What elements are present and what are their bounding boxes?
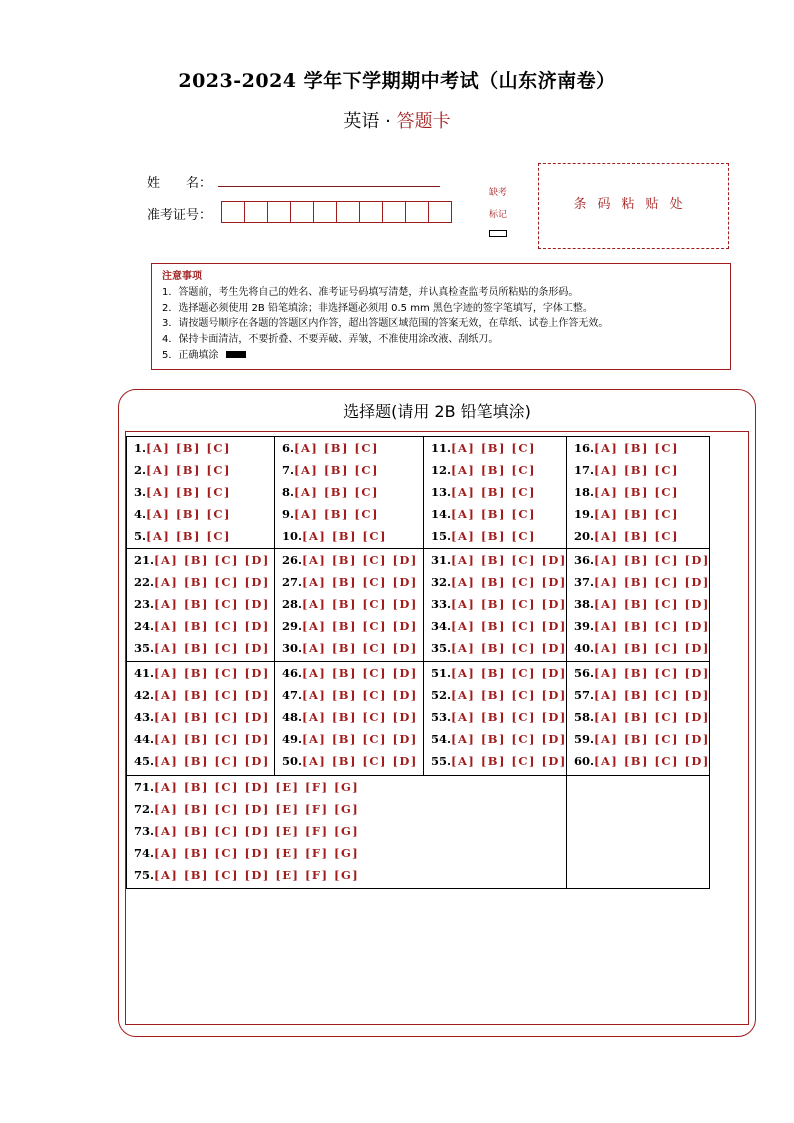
question-number: 37. xyxy=(574,575,595,589)
exam-title: 2023-2024 学年下学期期中考试（山东济南卷） xyxy=(178,70,616,92)
answer-options[interactable]: [A] [B] [C] [D] xyxy=(451,641,567,655)
card-subtitle xyxy=(0,107,794,133)
question-number: 35. xyxy=(134,641,155,655)
absent-mark-label-line2: 标记 xyxy=(488,210,507,220)
question-row[interactable] xyxy=(282,687,423,709)
answer-options[interactable]: [A] [B] [C] xyxy=(451,463,536,477)
question-row[interactable] xyxy=(431,506,566,528)
name-field[interactable] xyxy=(218,186,440,187)
answer-options[interactable]: [A] [B] [C] [D] xyxy=(594,619,710,633)
question-number: 3. xyxy=(134,485,147,499)
answer-options[interactable]: [A] [B] [C] [D] xyxy=(302,710,418,724)
answer-options[interactable]: [A] [B] [C] [D] xyxy=(302,575,418,589)
question-number: 9. xyxy=(282,507,295,521)
question-row[interactable] xyxy=(574,618,709,640)
question-row[interactable] xyxy=(574,552,709,574)
subject-label: 英语 xyxy=(343,111,380,132)
question-number: 31. xyxy=(431,553,452,567)
question-row[interactable] xyxy=(134,596,274,618)
exam-id-label: 准考证号： xyxy=(147,208,213,223)
question-row[interactable] xyxy=(431,462,566,484)
answer-options[interactable]: [A] [B] [C] [D] xyxy=(594,732,710,746)
question-row[interactable] xyxy=(431,618,566,640)
question-number: 21. xyxy=(134,553,155,567)
answer-options[interactable]: [A] [B] [C] xyxy=(451,485,536,499)
question-number: 36. xyxy=(574,553,595,567)
question-row[interactable] xyxy=(134,753,274,775)
question-number: 59. xyxy=(574,732,595,746)
section-title: 选择题(请用 2B 铅笔填涂) xyxy=(343,402,531,421)
answer-options[interactable]: [A] [B] [C] xyxy=(146,441,231,455)
question-number: 33. xyxy=(431,597,452,611)
answer-options[interactable]: [A] [B] [C] [D] xyxy=(154,597,270,611)
question-row[interactable] xyxy=(282,596,423,618)
notes-item: 2．选择题必须使用 2B 铅笔填涂；非选择题必须用 0.5 mm 黑色字迹的签字笔填写，字体工整。 xyxy=(162,302,593,314)
question-column xyxy=(424,437,567,548)
question-number: 50. xyxy=(282,754,303,768)
exam-id-digit-box[interactable] xyxy=(244,201,268,223)
question-number: 56. xyxy=(574,666,595,680)
exam-id-digit-box[interactable] xyxy=(336,201,360,223)
answer-grid xyxy=(126,436,710,889)
absent-mark-label xyxy=(484,182,512,226)
answer-options[interactable]: [A] [B] [C] [D] xyxy=(451,688,567,702)
question-row[interactable] xyxy=(134,801,566,823)
question-number: 71. xyxy=(134,780,155,794)
answer-options[interactable]: [A] [B] [C] xyxy=(146,529,231,543)
question-number: 10. xyxy=(282,529,303,543)
question-row[interactable] xyxy=(574,440,709,462)
question-number: 12. xyxy=(431,463,452,477)
question-row[interactable] xyxy=(134,687,274,709)
question-number: 18. xyxy=(574,485,595,499)
card-name-label: 答题卡 xyxy=(396,111,451,132)
question-row[interactable] xyxy=(282,528,423,550)
question-row[interactable] xyxy=(134,823,566,845)
answer-options[interactable]: [A] [B] [C] xyxy=(146,485,231,499)
question-number: 60. xyxy=(574,754,595,768)
question-number: 53. xyxy=(431,710,452,724)
question-number: 11. xyxy=(431,441,452,455)
answer-options[interactable]: [A] [B] [C] [D] xyxy=(594,553,710,567)
question-number: 38. xyxy=(574,597,595,611)
answer-options[interactable]: [A] [B] [C] [D] xyxy=(451,575,567,589)
answer-options[interactable]: [A] [B] [C] [D] xyxy=(451,732,567,746)
question-row[interactable] xyxy=(134,618,274,640)
answer-options[interactable]: [A] [B] [C] [D] xyxy=(302,688,418,702)
question-row[interactable] xyxy=(282,574,423,596)
question-row[interactable] xyxy=(574,709,709,731)
question-row[interactable] xyxy=(282,506,423,528)
question-number: 17. xyxy=(574,463,595,477)
question-block xyxy=(127,662,709,776)
question-row[interactable] xyxy=(134,709,274,731)
question-number: 39. xyxy=(574,619,595,633)
question-row[interactable] xyxy=(431,552,566,574)
question-number: 26. xyxy=(282,553,303,567)
question-row[interactable] xyxy=(574,665,709,687)
question-number: 74. xyxy=(134,846,155,860)
question-number: 35. xyxy=(431,641,452,655)
answer-options[interactable]: [A] [B] [C] [D] xyxy=(302,553,418,567)
question-column xyxy=(127,776,567,888)
question-number: 4. xyxy=(134,507,147,521)
answer-options[interactable]: [A] [B] [C] [D] xyxy=(154,710,270,724)
question-column xyxy=(127,437,275,548)
answer-options[interactable]: [A] [B] [C] [D] xyxy=(594,666,710,680)
answer-options[interactable]: [A] [B] [C] [D] xyxy=(451,710,567,724)
answer-options[interactable]: [A] [B] [C] xyxy=(294,463,379,477)
answer-options[interactable]: [A] [B] [C] [D] xyxy=(302,641,418,655)
answer-options[interactable]: [A] [B] [C] [D] xyxy=(302,754,418,768)
notes-item: 1．答题前，考生先将自己的姓名、准考证号码填写清楚，并认真检查监考员所粘贴的条形码。 xyxy=(162,286,579,298)
answer-options[interactable]: [A] [B] [C] [D] xyxy=(154,641,270,655)
answer-options[interactable]: [A] [B] [C] [D] xyxy=(594,597,710,611)
answer-options[interactable]: [A] [B] [C] [D] [E] [F] [G] xyxy=(154,868,360,882)
question-row[interactable] xyxy=(134,665,274,687)
question-row[interactable] xyxy=(282,552,423,574)
question-number: 42. xyxy=(134,688,155,702)
question-number: 34. xyxy=(431,619,452,633)
answer-options[interactable]: [A] [B] [C] [D] xyxy=(154,754,270,768)
answer-options[interactable]: [A] [B] [C] [D] xyxy=(451,754,567,768)
question-row[interactable] xyxy=(431,687,566,709)
answer-options[interactable]: [A] [B] [C] xyxy=(451,441,536,455)
question-number: 75. xyxy=(134,868,155,882)
question-row[interactable] xyxy=(574,506,709,528)
question-number: 72. xyxy=(134,802,155,816)
question-row[interactable] xyxy=(134,574,274,596)
question-number: 20. xyxy=(574,529,595,543)
question-column xyxy=(567,549,709,661)
question-number: 49. xyxy=(282,732,303,746)
answer-options[interactable]: [A] [B] [C] [D] xyxy=(154,666,270,680)
exam-id-digit-box[interactable] xyxy=(359,201,383,223)
question-number: 43. xyxy=(134,710,155,724)
notes-item: 3．请按题号顺序在各题的答题区内作答，超出答题区域范围的答案无效，在草纸、试卷上作答无效。 xyxy=(162,318,609,330)
question-row[interactable] xyxy=(282,665,423,687)
question-row[interactable] xyxy=(431,574,566,596)
question-number: 7. xyxy=(282,463,295,477)
question-row[interactable] xyxy=(574,574,709,596)
question-row[interactable] xyxy=(574,731,709,753)
question-column xyxy=(567,662,709,775)
exam-id-digit-box[interactable] xyxy=(290,201,314,223)
answer-options[interactable]: [A] [B] [C] [D] xyxy=(154,553,270,567)
question-column xyxy=(127,662,275,775)
question-number: 28. xyxy=(282,597,303,611)
question-row[interactable] xyxy=(574,528,709,550)
question-row[interactable] xyxy=(574,462,709,484)
subtitle-separator: · xyxy=(385,111,391,132)
question-number: 46. xyxy=(282,666,303,680)
question-number: 13. xyxy=(431,485,452,499)
question-row[interactable] xyxy=(134,867,566,889)
answer-options[interactable]: [A] [B] [C] [D] xyxy=(302,597,418,611)
question-number: 2. xyxy=(134,463,147,477)
notes-item-correct-fill xyxy=(162,348,720,364)
question-row[interactable] xyxy=(134,779,566,801)
question-number: 45. xyxy=(134,754,155,768)
answer-options[interactable]: [A] [B] [C] xyxy=(451,529,536,543)
answer-options[interactable]: [A] [B] [C] [D] [E] [F] [G] xyxy=(154,780,360,794)
question-number: 48. xyxy=(282,710,303,724)
exam-id-digit-box[interactable] xyxy=(382,201,406,223)
absent-mark-box[interactable] xyxy=(489,230,507,237)
question-row[interactable] xyxy=(282,618,423,640)
answer-options[interactable]: [A] [B] [C] xyxy=(594,529,679,543)
question-row[interactable] xyxy=(431,440,566,462)
question-number: 30. xyxy=(282,641,303,655)
answer-options[interactable]: [A] [B] [C] [D] xyxy=(594,641,710,655)
question-number: 5. xyxy=(134,529,147,543)
answer-options[interactable]: [A] [B] [C] [D] xyxy=(302,619,418,633)
absent-mark-label-line1: 缺考 xyxy=(488,188,507,198)
question-number: 44. xyxy=(134,732,155,746)
exam-id-digit-box[interactable] xyxy=(405,201,429,223)
question-row[interactable] xyxy=(431,709,566,731)
exam-id-digit-box[interactable] xyxy=(313,201,337,223)
question-number: 51. xyxy=(431,666,452,680)
answer-options[interactable]: [A] [B] [C] xyxy=(451,507,536,521)
answer-options[interactable]: [A] [B] [C] [D] xyxy=(451,666,567,680)
question-row[interactable] xyxy=(134,528,274,550)
question-row[interactable] xyxy=(282,462,423,484)
exam-id-digit-box[interactable] xyxy=(221,201,245,223)
question-row[interactable] xyxy=(282,709,423,731)
answer-options[interactable]: [A] [B] [C] [D] xyxy=(594,710,710,724)
question-row[interactable] xyxy=(431,484,566,506)
question-column xyxy=(275,549,424,661)
question-row[interactable] xyxy=(431,640,566,662)
question-row[interactable] xyxy=(574,753,709,775)
answer-options[interactable]: [A] [B] [C] xyxy=(594,463,679,477)
answer-options[interactable]: [A] [B] [C] [D] [E] [F] [G] xyxy=(154,824,360,838)
answer-options[interactable]: [A] [B] [C] xyxy=(294,485,379,499)
question-row[interactable] xyxy=(134,731,274,753)
question-block xyxy=(127,437,709,549)
exam-id-digit-box[interactable] xyxy=(267,201,291,223)
answer-options[interactable]: [A] [B] [C] [D] xyxy=(594,688,710,702)
question-row[interactable] xyxy=(574,596,709,618)
answer-options[interactable]: [A] [B] [C] [D] xyxy=(451,597,567,611)
barcode-area xyxy=(538,163,729,249)
question-number: 16. xyxy=(574,441,595,455)
answer-options[interactable]: [A] [B] [C] xyxy=(594,485,679,499)
question-number: 58. xyxy=(574,710,595,724)
answer-options[interactable]: [A] [B] [C] xyxy=(594,441,679,455)
question-row[interactable] xyxy=(282,640,423,662)
question-number: 24. xyxy=(134,619,155,633)
answer-options[interactable]: [A] [B] [C] [D] xyxy=(154,688,270,702)
question-number: 29. xyxy=(282,619,303,633)
question-row[interactable] xyxy=(134,640,274,662)
exam-id-boxes xyxy=(222,201,452,223)
answer-options[interactable]: [A] [B] [C] [D] xyxy=(302,732,418,746)
correct-fill-sample xyxy=(226,351,246,358)
question-row[interactable] xyxy=(134,845,566,867)
notes-item-text: 5．正确填涂 xyxy=(162,349,219,361)
question-row[interactable] xyxy=(574,484,709,506)
question-column xyxy=(424,549,567,661)
question-row[interactable] xyxy=(282,753,423,775)
notes-heading: 注意事项 xyxy=(162,271,202,282)
question-number: 1. xyxy=(134,441,147,455)
question-number: 73. xyxy=(134,824,155,838)
question-column xyxy=(275,437,424,548)
question-row[interactable] xyxy=(431,753,566,775)
name-label: 姓 名： xyxy=(147,176,213,191)
question-number: 41. xyxy=(134,666,155,680)
notes-box xyxy=(151,263,731,370)
question-row[interactable] xyxy=(134,484,274,506)
question-number: 19. xyxy=(574,507,595,521)
question-row[interactable] xyxy=(134,440,274,462)
barcode-label: 条码粘贴处 xyxy=(573,197,694,212)
question-number: 54. xyxy=(431,732,452,746)
question-number: 32. xyxy=(431,575,452,589)
question-number: 14. xyxy=(431,507,452,521)
question-number: 8. xyxy=(282,485,295,499)
question-column xyxy=(424,662,567,775)
exam-id-digit-box[interactable] xyxy=(428,201,452,223)
answer-options[interactable]: [A] [B] [C] xyxy=(302,529,387,543)
answer-options[interactable]: [A] [B] [C] xyxy=(294,507,379,521)
question-row[interactable] xyxy=(574,640,709,662)
question-row[interactable] xyxy=(282,484,423,506)
answer-options[interactable]: [A] [B] [C] [D] [E] [F] [G] xyxy=(154,802,360,816)
question-row[interactable] xyxy=(134,552,274,574)
question-number: 52. xyxy=(431,688,452,702)
question-column xyxy=(127,549,275,661)
question-number: 15. xyxy=(431,529,452,543)
question-row[interactable] xyxy=(431,665,566,687)
question-row[interactable] xyxy=(431,528,566,550)
question-row[interactable] xyxy=(134,462,274,484)
question-block xyxy=(127,776,709,888)
answer-options[interactable]: [A] [B] [C] [D] xyxy=(594,575,710,589)
question-row[interactable] xyxy=(134,506,274,528)
answer-options[interactable]: [A] [B] [C] xyxy=(146,507,231,521)
question-number: 6. xyxy=(282,441,295,455)
answer-options[interactable]: [A] [B] [C] [D] xyxy=(451,553,567,567)
question-row[interactable] xyxy=(282,440,423,462)
question-number: 23. xyxy=(134,597,155,611)
answer-options[interactable]: [A] [B] [C] [D] xyxy=(594,754,710,768)
answer-options[interactable]: [A] [B] [C] xyxy=(146,463,231,477)
notes-item: 4．保持卡面清洁，不要折叠、不要弄破、弄皱，不准使用涂改液、刮纸刀。 xyxy=(162,334,499,346)
question-row[interactable] xyxy=(431,731,566,753)
answer-options[interactable]: [A] [B] [C] [D] xyxy=(451,619,567,633)
question-row[interactable] xyxy=(574,687,709,709)
answer-options[interactable]: [A] [B] [C] [D] [E] [F] [G] xyxy=(154,846,360,860)
question-number: 40. xyxy=(574,641,595,655)
answer-options[interactable]: [A] [B] [C] [D] xyxy=(154,732,270,746)
answer-options[interactable]: [A] [B] [C] [D] xyxy=(154,619,270,633)
question-number: 27. xyxy=(282,575,303,589)
question-column xyxy=(275,662,424,775)
question-block xyxy=(127,549,709,662)
question-number: 22. xyxy=(134,575,155,589)
question-row[interactable] xyxy=(431,596,566,618)
answer-options[interactable]: [A] [B] [C] [D] xyxy=(154,575,270,589)
question-column xyxy=(567,437,709,548)
question-number: 47. xyxy=(282,688,303,702)
answer-options[interactable]: [A] [B] [C] [D] xyxy=(302,666,418,680)
question-number: 55. xyxy=(431,754,452,768)
question-number: 57. xyxy=(574,688,595,702)
answer-options[interactable]: [A] [B] [C] xyxy=(594,507,679,521)
question-row[interactable] xyxy=(282,731,423,753)
answer-options[interactable]: [A] [B] [C] xyxy=(294,441,379,455)
